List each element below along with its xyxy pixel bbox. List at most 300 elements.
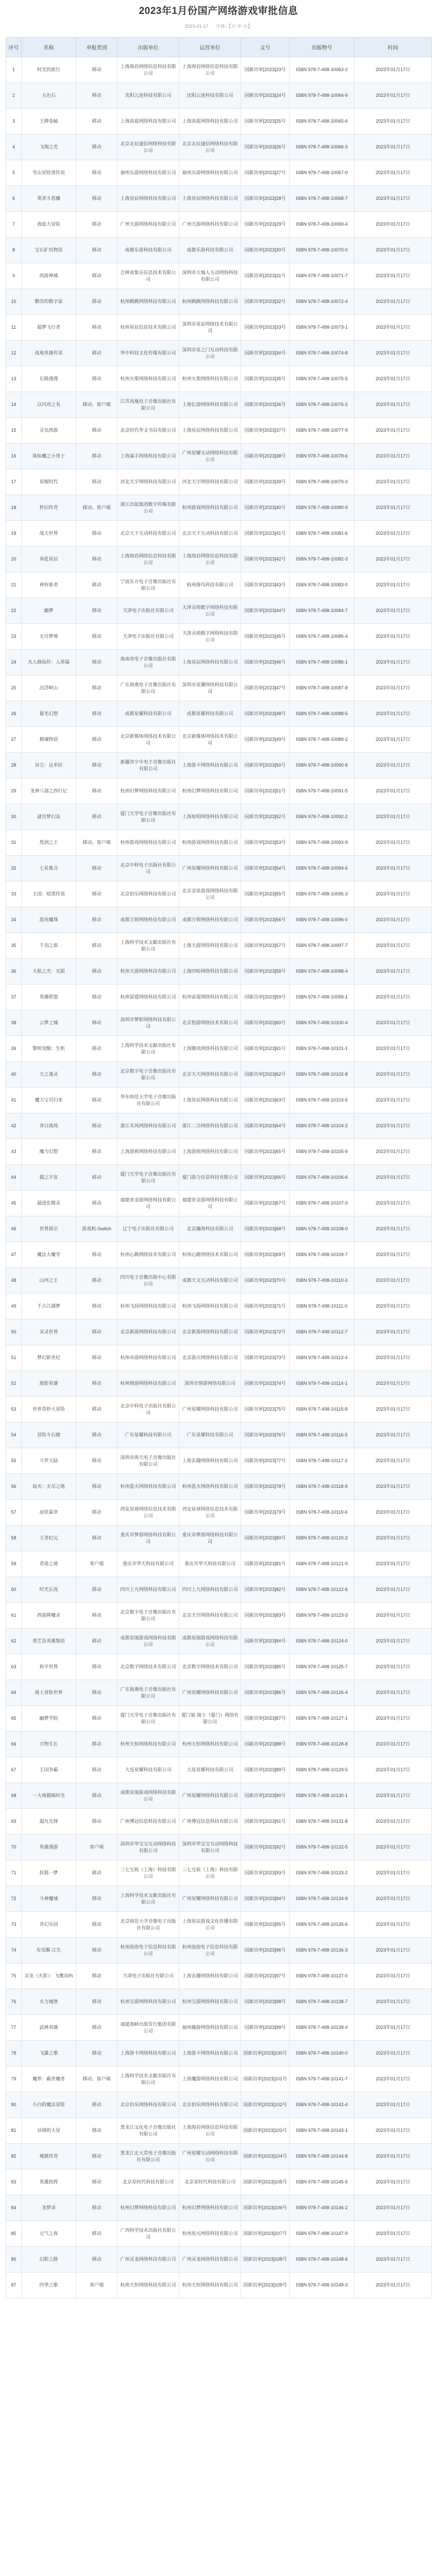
col-approval-no-cell: 国新出审[2023]41号: [241, 521, 290, 547]
col-name-cell: 怀旧传奇: [22, 495, 76, 521]
col-isbn-cell: ISBN 978-7-498-10104-2: [290, 1113, 355, 1139]
col-name-cell: 王国争霸: [22, 1757, 76, 1783]
col-date-cell: 2023年01月17日: [355, 1474, 432, 1500]
table-body: [6, 57, 432, 2298]
col-publisher-cell: 北京数字网络技术有限公司: [117, 1654, 179, 1680]
col-date-cell: 2023年01月17日: [355, 1500, 432, 1526]
col-isbn-cell: ISBN 978-7-498-10143-1: [290, 2118, 355, 2144]
col-isbn-cell: ISBN 978-7-498-10081-6: [290, 521, 355, 547]
col-index-cell: 15: [6, 418, 22, 444]
col-publisher-cell: 华中科技文化传媒有限公司: [117, 341, 179, 366]
col-approval-no-cell: 国新出审[2023]25号: [241, 109, 290, 134]
col-approval-no-cell: 国新出审[2023]65号: [241, 1139, 290, 1165]
col-approval-no-cell: 国新出审[2023]49号: [241, 727, 290, 753]
col-date-cell: 2023年01月17日: [355, 1139, 432, 1165]
col-date-cell: 2023年01月17日: [355, 418, 432, 444]
col-approval-no-cell: 国新出审[2023]95号: [241, 1912, 290, 1938]
col-approval-no-cell: 国新出审[2023]105号: [241, 2170, 290, 2195]
col-publisher-cell: 杭州幻梦网络科技有限公司: [117, 2195, 179, 2221]
col-category-cell: 移动: [76, 2247, 117, 2273]
col-name-cell: 西游降魔录: [22, 1603, 76, 1629]
table-row: [6, 624, 432, 650]
col-date-cell: 2023年01月17日: [355, 856, 432, 882]
col-index-cell: 50: [6, 1319, 22, 1345]
col-date-cell: 2023年01月17日: [355, 2195, 432, 2221]
col-name-cell: 一大堆猫咪时光: [22, 1783, 76, 1809]
col-name-cell: 山河之王: [22, 1268, 76, 1294]
col-name-cell: 超凡先锋: [22, 1809, 76, 1835]
col-index-cell: 28: [6, 753, 22, 778]
col-date-cell: 2023年01月17日: [355, 444, 432, 469]
col-date-cell: 2023年01月17日: [355, 1216, 432, 1242]
col-publisher-cell: 杭州星辰信息技术有限公司: [117, 315, 179, 341]
col-date-cell: 2023年01月17日: [355, 650, 432, 675]
col-date-cell: 2023年01月17日: [355, 1706, 432, 1732]
col-operator-cell: 杭州泡泡电子信息科技有限公司: [179, 1938, 241, 1963]
col-isbn-cell: ISBN 978-7-498-10070-0: [290, 238, 355, 263]
col-date-cell: 2023年01月17日: [355, 1654, 432, 1680]
table-row: [6, 1165, 432, 1191]
table-row: [6, 1474, 432, 1500]
col-date-cell: 2023年01月17日: [355, 830, 432, 856]
col-category-cell: 移动: [76, 341, 117, 366]
col-approval-no-cell: 国新出审[2023]80号: [241, 1526, 290, 1551]
col-index-cell: 29: [6, 778, 22, 804]
table-row: [6, 1577, 432, 1603]
col-category-cell: 移动: [76, 2015, 117, 2041]
col-name-cell: 幽梦学院: [22, 1706, 76, 1732]
col-operator-cell: 北京天空网络科技有限公司: [179, 1603, 241, 1629]
col-isbn-cell: ISBN 978-7-498-10113-4: [290, 1345, 355, 1371]
col-date-cell: 2023年01月17日: [355, 1397, 432, 1422]
col-approval-no-cell: 国新出审[2023]47号: [241, 675, 290, 701]
col-name-cell: 凡人修仙传：人界篇: [22, 650, 76, 675]
col-isbn-cell: ISBN 978-7-498-10114-1: [290, 1371, 355, 1397]
col-operator-cell: 北京天天网络科技有限公司: [179, 1062, 241, 1088]
col-index-cell: 66: [6, 1732, 22, 1757]
col-date-cell: 2023年01月17日: [355, 1835, 432, 1860]
col-name-cell: 黑洞之王: [22, 830, 76, 856]
col-operator-cell: 广州天游网络科技有限公司: [179, 212, 241, 238]
col-approval-no-cell: 国新出审[2023]82号: [241, 1577, 290, 1603]
col-approval-no-cell: 国新出审[2023]84号: [241, 1629, 290, 1654]
col-approval-no-cell: 国新出审[2023]74号: [241, 1371, 290, 1397]
col-isbn-cell: ISBN 978-7-498-10139-4: [290, 2015, 355, 2041]
col-approval-no-cell: 国新出审[2023]87号: [241, 1706, 290, 1732]
col-name-cell: 暮光幻想: [22, 701, 76, 727]
col-approval-no-cell: 国新出审[2023]42号: [241, 547, 290, 572]
col-category-cell: 移动: [76, 1912, 117, 1938]
table-row: [6, 1242, 432, 1268]
col-isbn-cell: ISBN 978-7-498-10136-3: [290, 1938, 355, 1963]
table-row: [6, 1809, 432, 1835]
col-operator-cell: 杭州心跳网络技术有限公司: [179, 1242, 241, 1268]
col-publisher-cell: 杭州天恒网络科技有限公司: [117, 1732, 179, 1757]
col-approval-no-cell: 国新出审[2023]29号: [241, 212, 290, 238]
col-index-cell: 31: [6, 830, 22, 856]
col-category-cell: 移动: [76, 1062, 117, 1088]
col-index-cell: 23: [6, 624, 22, 650]
table-row: [6, 1216, 432, 1242]
col-date-cell: 2023年01月17日: [355, 1603, 432, 1629]
col-operator-cell: 上海玄趣网络科技有限公司: [179, 1963, 241, 1989]
col-operator-cell: 广州星耀网络科技有限公司: [179, 1783, 241, 1809]
col-index-cell: 14: [6, 392, 22, 418]
table-row: [6, 1783, 432, 1809]
col-index-cell: 75: [6, 1963, 22, 1989]
col-index-header: 序号: [6, 38, 22, 57]
table-row: [6, 1938, 432, 1963]
col-category-cell: 移动: [76, 1319, 117, 1345]
col-index-cell: 4: [6, 134, 22, 160]
col-operator-cell: 上海游卡网络科技有限公司: [179, 753, 241, 778]
col-operator-cell: 福建省金游网络科技有限公司: [179, 1191, 241, 1216]
col-isbn-cell: ISBN 978-7-498-10138-7: [290, 1989, 355, 2015]
col-category-cell: 移动: [76, 2118, 117, 2144]
col-isbn-cell: ISBN 978-7-498-10066-3: [290, 134, 355, 160]
col-approval-no-cell: 国新出审[2023]79号: [241, 1500, 290, 1526]
col-approval-no-cell: 国新出审[2023]69号: [241, 1242, 290, 1268]
col-isbn-cell: ISBN 978-7-498-10086-1: [290, 650, 355, 675]
col-name-cell: 元气之夜: [22, 2221, 76, 2247]
col-category-cell: 移动: [76, 289, 117, 315]
col-publisher-cell: 杭州火柴网络科技有限公司: [117, 366, 179, 392]
col-approval-no-cell: 国新出审[2023]94号: [241, 1886, 290, 1912]
col-approval-no-cell: 国新出审[2023]55号: [241, 882, 290, 907]
table-row: [6, 1268, 432, 1294]
col-approval-no-cell: 国新出审[2023]33号: [241, 315, 290, 341]
col-category-cell: 移动: [76, 1448, 117, 1474]
col-publisher-cell: 黑龙江文化电子音像出版社有限公司: [117, 2118, 179, 2144]
col-publisher-cell: 杭州蓝火网络科技有限公司: [117, 1474, 179, 1500]
table-row: [6, 1139, 432, 1165]
col-publisher-cell: 四川上九网络科技有限公司: [117, 1577, 179, 1603]
col-operator-cell: 成都天文互动科技有限公司: [179, 1268, 241, 1294]
col-approval-no-cell: 国新出审[2023]59号: [241, 985, 290, 1010]
table-row: [6, 804, 432, 830]
col-index-cell: 40: [6, 1062, 22, 1088]
col-date-cell: 2023年01月17日: [355, 1294, 432, 1319]
col-category-cell: 移动: [76, 778, 117, 804]
col-name-cell: 时光的旅行: [22, 57, 76, 83]
col-approval-no-cell: 国新出审[2023]24号: [241, 83, 290, 109]
col-index-cell: 51: [6, 1345, 22, 1371]
col-operator-cell: 杭州天恒网络科技有限公司: [179, 1732, 241, 1757]
col-index-cell: 67: [6, 1757, 22, 1783]
font-size-selector[interactable]: 字体:【大 中 小】: [216, 24, 253, 29]
col-isbn-cell: ISBN 978-7-498-10083-0: [290, 572, 355, 598]
col-publisher-cell: 杭州跳跳网络科技有限公司: [117, 289, 179, 315]
table-row: [6, 933, 432, 959]
col-category-cell: 移动: [76, 1989, 117, 2015]
col-index-cell: 37: [6, 985, 22, 1010]
col-category-cell: 移动: [76, 1809, 117, 1835]
col-index-cell: 43: [6, 1139, 22, 1165]
col-index-cell: 78: [6, 2041, 22, 2066]
col-approval-no-cell: 国新出审[2023]101号: [241, 2066, 290, 2092]
col-publisher-cell: 上海海岩网络信息科技有限公司: [117, 547, 179, 572]
col-index-cell: 6: [6, 186, 22, 212]
col-date-cell: 2023年01月17日: [355, 263, 432, 289]
col-date-cell: 2023年01月17日: [355, 109, 432, 134]
col-date-cell: 2023年01月17日: [355, 1989, 432, 2015]
table-row: [6, 1732, 432, 1757]
col-index-cell: 11: [6, 315, 22, 341]
col-name-cell: 战地英雄传说: [22, 341, 76, 366]
col-operator-cell: 杭州幻梦网络科技有限公司: [179, 2195, 241, 2221]
col-publisher-cell: 江苏凤凰电子音像出版社有限公司: [117, 392, 179, 418]
col-operator-cell: 北京金星游戏网络科技有限公司: [179, 882, 241, 907]
col-category-cell: 移动: [76, 907, 117, 933]
col-name-cell: 混沌魔珠: [22, 907, 76, 933]
col-isbn-cell: ISBN 978-7-498-10119-6: [290, 1500, 355, 1526]
col-publisher-cell: 成都星耀科技有限公司: [117, 701, 179, 727]
table-row: [6, 1010, 432, 1036]
col-category-cell: 移动: [76, 753, 117, 778]
col-isbn-cell: ISBN 978-7-498-10149-3: [290, 2273, 355, 2298]
col-operator-cell: 北京星时代科技有限公司: [179, 2170, 241, 2195]
col-index-cell: 36: [6, 959, 22, 985]
col-category-cell: 移动: [76, 1422, 117, 1448]
col-index-cell: 85: [6, 2221, 22, 2247]
col-operator-cell: 杭州幻梦网络科技有限公司: [179, 778, 241, 804]
col-date-cell: 2023年01月17日: [355, 1319, 432, 1345]
col-date-cell: 2023年01月17日: [355, 1422, 432, 1448]
col-approval-no-cell: 国新出审[2023]30号: [241, 238, 290, 263]
col-category-cell: 移动: [76, 1474, 117, 1500]
col-date-cell: 2023年01月17日: [355, 1036, 432, 1062]
col-isbn-cell: ISBN 978-7-498-10106-6: [290, 1165, 355, 1191]
col-name-cell: 龙梦录: [22, 2195, 76, 2221]
col-isbn-cell: ISBN 978-7-498-10120-2: [290, 1526, 355, 1551]
col-publisher-cell: 三七互娱（上海）科技有限公司: [117, 1860, 179, 1886]
col-isbn-cell: ISBN 978-7-498-10068-7: [290, 186, 355, 212]
col-name-cell: 火力城堡: [22, 1989, 76, 2015]
col-approval-no-cell: 国新出审[2023]51号: [241, 778, 290, 804]
table-row: [6, 2170, 432, 2195]
col-publisher-cell: 上海游族网络科技有限公司: [117, 1139, 179, 1165]
col-category-cell: 移动: [76, 160, 117, 186]
col-operator-cell: 杭州飞扬网络科技有限公司: [179, 1294, 241, 1319]
table-row: [6, 830, 432, 856]
col-publisher-cell: 上海嘉丰网络科技有限公司: [117, 444, 179, 469]
col-publisher-cell: 广州博冠信息科技有限公司: [117, 1809, 179, 1835]
col-name-cell: 魔力幻想: [22, 1139, 76, 1165]
col-date-cell: 2023年01月17日: [355, 2118, 432, 2144]
col-operator-cell: 北京游点网络科技有限公司: [179, 1345, 241, 1371]
table-row: [6, 572, 432, 598]
col-category-cell: 移动: [76, 572, 117, 598]
col-operator-cell: 杭州天恒网络科技有限公司: [179, 2273, 241, 2298]
col-operator-cell: 上海腾讯网络科技有限公司: [179, 1036, 241, 1062]
col-isbn-cell: ISBN 978-7-498-10135-6: [290, 1912, 355, 1938]
col-category-cell: 移动: [76, 1706, 117, 1732]
table-row: [6, 959, 432, 985]
col-name-cell: 飞翔之光: [22, 134, 76, 160]
col-isbn-cell: ISBN 978-7-498-10064-9: [290, 83, 355, 109]
col-date-cell: 2023年01月17日: [355, 1088, 432, 1113]
col-operator-cell: 四川上九网络科技有限公司: [179, 1577, 241, 1603]
table-row: [6, 134, 432, 160]
col-approval-no-cell: 国新出审[2023]93号: [241, 1860, 290, 1886]
col-date-cell: 2023年01月17日: [355, 134, 432, 160]
col-operator-cell: 成都星耀科技有限公司: [179, 701, 241, 727]
col-operator-cell: 上海海岩网络信息科技有限公司: [179, 2118, 241, 2144]
col-index-cell: 53: [6, 1397, 22, 1422]
col-approval-no-cell: 国新出审[2023]62号: [241, 1062, 290, 1088]
col-operator-cell: 广州星耀互动网络科技有限公司: [179, 444, 241, 469]
col-category-cell: 移动: [76, 1165, 117, 1191]
col-operator-cell: 杭州火柴网络科技有限公司: [179, 366, 241, 392]
col-isbn-cell: ISBN 978-7-498-10140-0: [290, 2041, 355, 2066]
col-publisher-cell: 广西科学技术出版社有限公司: [117, 2221, 179, 2247]
col-publisher-cell: 杭州游戏网络科技有限公司: [117, 830, 179, 856]
table-row: [6, 2015, 432, 2041]
col-date-cell: 2023年01月17日: [355, 598, 432, 624]
col-date-cell: 2023年01月17日: [355, 1963, 432, 1989]
col-date-cell: 2023年01月17日: [355, 933, 432, 959]
col-date-cell: 2023年01月17日: [355, 1629, 432, 1654]
col-index-cell: 26: [6, 701, 22, 727]
col-operator-cell: 杭州蓝火网络科技有限公司: [179, 1474, 241, 1500]
col-name-cell: 战天世界: [22, 521, 76, 547]
col-category-cell: 移动: [76, 418, 117, 444]
col-name-cell: 天之逸灵: [22, 1062, 76, 1088]
table-row: [6, 238, 432, 263]
page-title: 2023年1月份国产网络游戏审批信息: [139, 6, 298, 16]
col-isbn-cell: ISBN 978-7-498-10115-8: [290, 1397, 355, 1422]
col-isbn-cell: ISBN 978-7-498-10089-2: [290, 727, 355, 753]
col-isbn-cell: ISBN 978-7-498-10108-0: [290, 1216, 355, 1242]
table-row: [6, 521, 432, 547]
col-index-cell: 20: [6, 547, 22, 572]
col-isbn-cell: ISBN 978-7-498-10121-9: [290, 1551, 355, 1577]
col-isbn-cell: ISBN 978-7-498-10129-5: [290, 1757, 355, 1783]
col-publisher-cell: 上海游卡网络科技有限公司: [117, 2041, 179, 2066]
col-isbn-cell: ISBN 978-7-498-10080-9: [290, 495, 355, 521]
col-index-cell: 47: [6, 1242, 22, 1268]
col-approval-no-header: 文号: [241, 38, 290, 57]
col-date-cell: 2023年01月17日: [355, 2092, 432, 2118]
col-approval-no-cell: 国新出审[2023]48号: [241, 701, 290, 727]
table-row: [6, 778, 432, 804]
col-category-cell: 移动: [76, 933, 117, 959]
col-index-cell: 64: [6, 1680, 22, 1706]
table-row: [6, 1963, 432, 1989]
col-date-cell: 2023年01月17日: [355, 2247, 432, 2273]
col-approval-no-cell: 国新出审[2023]86号: [241, 1680, 290, 1706]
col-publisher-cell: 杭州情游网络科技有限公司: [117, 1371, 179, 1397]
col-category-cell: 移动: [76, 1191, 117, 1216]
col-index-cell: 57: [6, 1500, 22, 1526]
col-approval-no-cell: 国新出审[2023]75号: [241, 1397, 290, 1422]
col-isbn-cell: ISBN 978-7-498-10147-9: [290, 2221, 355, 2247]
col-category-cell: 移动: [76, 598, 117, 624]
col-name-cell: 万物生长: [22, 1732, 76, 1757]
col-isbn-cell: ISBN 978-7-498-10133-2: [290, 1860, 355, 1886]
col-name-cell: 武林英雄: [22, 2015, 76, 2041]
col-approval-no-cell: 国新出审[2023]61号: [241, 1036, 290, 1062]
col-operator-cell: 北京悠游网络技术有限公司: [179, 1010, 241, 1036]
col-publisher-header: 出版单位: [117, 38, 179, 57]
col-isbn-cell: ISBN 978-7-498-10074-8: [290, 341, 355, 366]
col-date-cell: 2023年01月17日: [355, 2221, 432, 2247]
col-date-cell: 2023年01月17日: [355, 804, 432, 830]
col-category-cell: 移动: [76, 186, 117, 212]
col-name-cell: 灵灵世界: [22, 1319, 76, 1345]
col-isbn-cell: ISBN 978-7-498-10102-8: [290, 1062, 355, 1088]
col-operator-cell: 深圳市星耀网络科技有限公司: [179, 675, 241, 701]
col-isbn-cell: ISBN 978-7-498-10088-5: [290, 701, 355, 727]
col-name-cell: 以闪亮之名: [22, 392, 76, 418]
col-publisher-cell: 北京新媒体网络技术有限公司: [117, 727, 179, 753]
col-publisher-cell: 河北天宇网络科技有限公司: [117, 469, 179, 495]
col-name-cell: 世界奇妙大冒险: [22, 1397, 76, 1422]
col-index-cell: 58: [6, 1526, 22, 1551]
col-name-cell: 超进化精灵: [22, 1191, 76, 1216]
col-category-cell: 移动: [76, 650, 117, 675]
col-isbn-cell: ISBN 978-7-498-10105-9: [290, 1139, 355, 1165]
table-row: [6, 1912, 432, 1938]
col-name-cell: 灵龙（火影）：飞鹰岛屿: [22, 1963, 76, 1989]
col-operator-cell: 杭州游戏网络科技有限公司: [179, 830, 241, 856]
col-category-cell: 移动: [76, 882, 117, 907]
col-isbn-cell: ISBN 978-7-498-10128-8: [290, 1732, 355, 1757]
col-isbn-cell: ISBN 978-7-498-10063-2: [290, 57, 355, 83]
col-publisher-cell: 杭州泡泡电子信息科技有限公司: [117, 1938, 179, 1963]
col-date-cell: 2023年01月17日: [355, 2273, 432, 2298]
col-index-cell: 46: [6, 1216, 22, 1242]
table-row: [6, 1062, 432, 1088]
col-date-cell: 2023年01月17日: [355, 1345, 432, 1371]
col-index-cell: 71: [6, 1860, 22, 1886]
col-index-cell: 38: [6, 1010, 22, 1036]
table-row: [6, 1422, 432, 1448]
col-index-cell: 27: [6, 727, 22, 753]
article-meta: [0, 23, 437, 29]
col-isbn-cell: ISBN 978-7-498-10127-1: [290, 1706, 355, 1732]
col-approval-no-cell: 国新出审[2023]43号: [241, 572, 290, 598]
col-date-header: 时间: [355, 38, 432, 57]
col-publisher-cell: 重庆市华天科技有限公司: [117, 1551, 179, 1577]
col-category-cell: 移动: [76, 1629, 117, 1654]
col-publisher-cell: 上海淡蓝网络科技有限公司: [117, 109, 179, 134]
col-name-cell: 勇者斗恶魔: [22, 186, 76, 212]
col-operator-cell: 成都万娱网络科技有限公司: [179, 907, 241, 933]
col-category-cell: 移动、客户端: [76, 2066, 117, 2092]
col-isbn-cell: ISBN 978-7-498-10098-4: [290, 959, 355, 985]
col-name-cell: 王国：暗黑传说: [22, 882, 76, 907]
col-category-cell: 移动: [76, 109, 117, 134]
col-index-cell: 30: [6, 804, 22, 830]
col-operator-cell: 西安星球网络信息技术有限公司: [179, 1500, 241, 1526]
col-operator-cell: 上海海岩网络信息科技有限公司: [179, 547, 241, 572]
col-name-cell: 飞瀑之歌: [22, 2041, 76, 2066]
col-date-cell: 2023年01月17日: [355, 1577, 432, 1603]
col-isbn-header: 出版物号: [290, 38, 355, 57]
col-publisher-cell: 成都星图游戏网络科技有限公司: [117, 1783, 179, 1809]
col-name-cell: 有觉醒·江生: [22, 1938, 76, 1963]
col-name-cell: 海底大冒险: [22, 212, 76, 238]
col-approval-no-cell: 国新出审[2023]52号: [241, 804, 290, 830]
col-date-cell: 2023年01月17日: [355, 547, 432, 572]
col-publisher-cell: 深圳市海天电子音像出版社有限公司: [117, 1448, 179, 1474]
page-header: [0, 0, 437, 37]
table-row: [6, 2092, 432, 2118]
col-name-cell: 魔力宝贝归来: [22, 1088, 76, 1113]
col-operator-cell: 上海星辰网络科技有限公司: [179, 186, 241, 212]
col-category-cell: 移动: [76, 1397, 117, 1422]
